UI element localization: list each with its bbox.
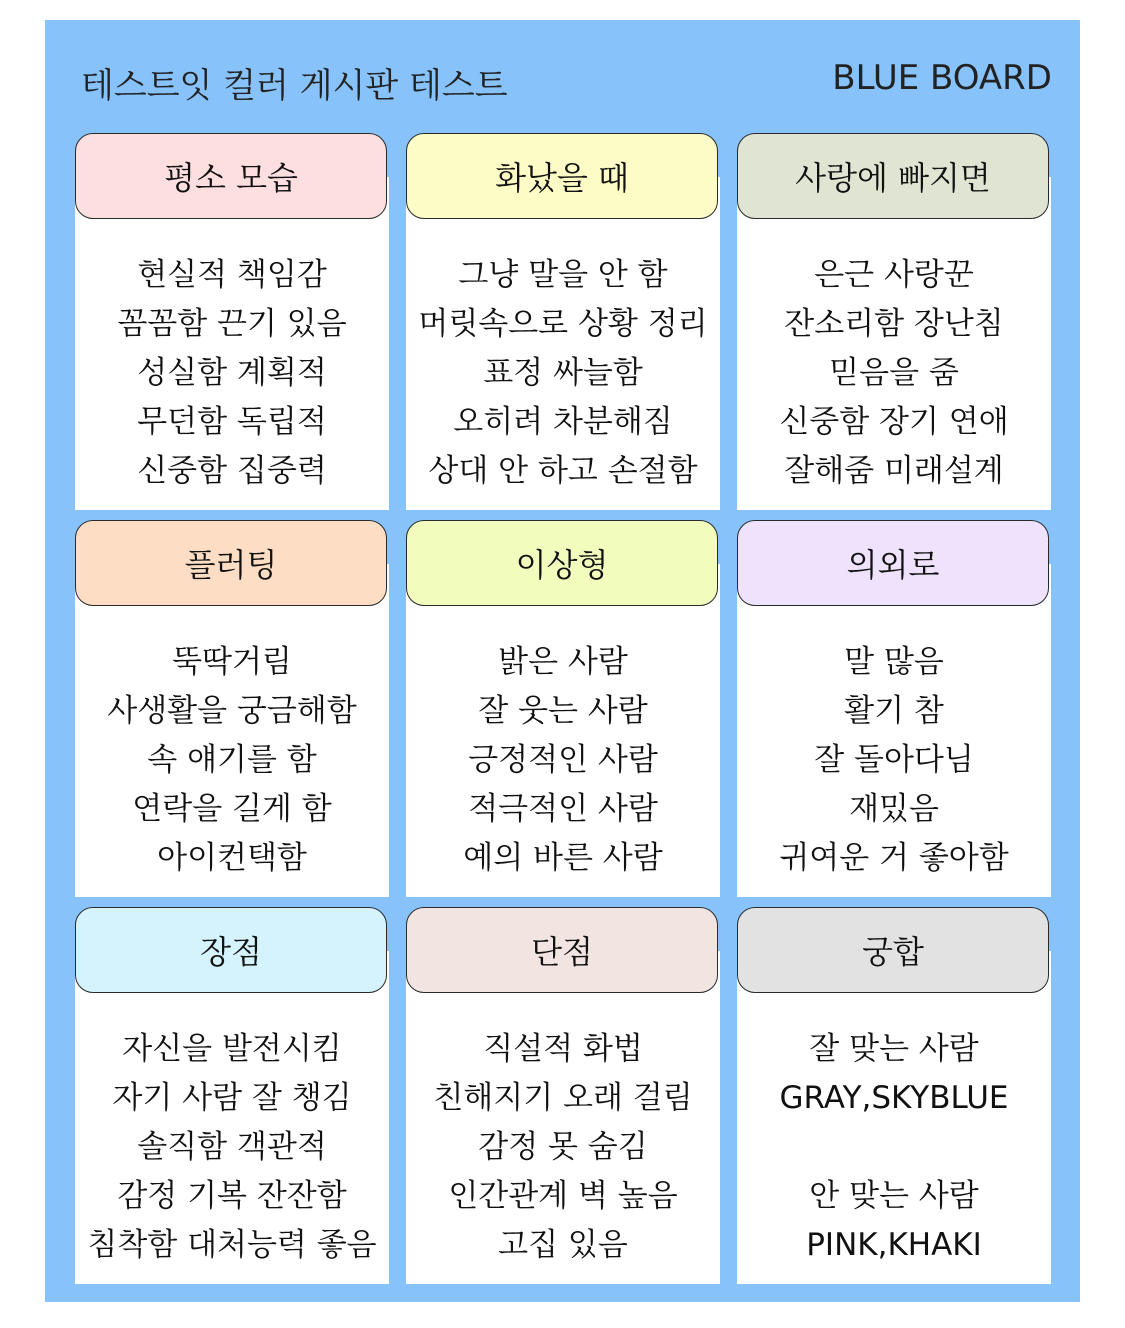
card-compatibility — [737, 907, 1051, 1284]
card-heading: 의외로 — [737, 520, 1049, 606]
card-line: 긍정적인 사람 — [468, 742, 658, 778]
card-line: 잘 돌아다님 — [814, 742, 974, 778]
card-line: 신중함 집중력 — [137, 453, 327, 489]
card-line: 연락을 길게 함 — [132, 791, 332, 827]
card-line: 말 많음 — [844, 644, 944, 680]
card-line: 적극적인 사람 — [468, 791, 658, 827]
card-line: 자기 사람 잘 챙김 — [112, 1080, 352, 1116]
card-line — [737, 1123, 1051, 1172]
card-in-love — [737, 133, 1051, 510]
card-line: 감정 못 숨김 — [478, 1129, 648, 1165]
card-line: 속 얘기를 함 — [147, 742, 317, 778]
card-line: 자신을 발전시킴 — [122, 1031, 342, 1067]
card-line: 은근 사랑꾼 — [814, 257, 974, 293]
card-lines — [406, 251, 720, 496]
card-usual — [75, 133, 389, 510]
card-strengths — [75, 907, 389, 1284]
card-line: 인간관계 벽 높음 — [448, 1178, 678, 1214]
card-line: PINK,KHAKI — [806, 1227, 982, 1263]
card-line: 현실적 책임감 — [137, 257, 327, 293]
board-background — [45, 20, 1080, 1302]
card-heading: 장점 — [75, 907, 387, 993]
card-line: 잘 웃는 사람 — [478, 693, 648, 729]
board-title: 테스트잇 컬러 게시판 테스트 — [81, 66, 508, 106]
card-line: 안 맞는 사람 — [809, 1178, 979, 1214]
card-line: 꼼꼼함 끈기 있음 — [117, 306, 347, 342]
card-line: 귀여운 거 좋아함 — [779, 840, 1009, 876]
card-line: 직설적 화법 — [483, 1031, 643, 1067]
card-grid — [75, 133, 1053, 1284]
card-heading: 단점 — [406, 907, 718, 993]
card-line: 머릿속으로 상황 정리 — [418, 306, 708, 342]
card-weaknesses — [406, 907, 720, 1284]
card-heading: 사랑에 빠지면 — [737, 133, 1049, 219]
card-lines — [75, 251, 389, 496]
card-line: GRAY,SKYBLUE — [779, 1080, 1009, 1116]
card-line: 잘 맞는 사람 — [809, 1031, 979, 1067]
card-line: 친해지기 오래 걸림 — [433, 1080, 693, 1116]
card-line: 밝은 사람 — [498, 644, 628, 680]
card-line: 활기 참 — [844, 693, 944, 729]
card-line: 성실함 계획적 — [137, 355, 327, 391]
card-line: 상대 안 하고 손절함 — [428, 453, 698, 489]
card-line: 표정 싸늘함 — [483, 355, 643, 391]
card-heading: 플러팅 — [75, 520, 387, 606]
card-line: 잔소리함 장난침 — [784, 306, 1004, 342]
card-line: 믿음을 줌 — [829, 355, 959, 391]
card-lines — [406, 1025, 720, 1270]
card-line: 오히려 차분해짐 — [453, 404, 673, 440]
card-lines — [737, 638, 1051, 883]
board-brand: BLUE BOARD — [832, 58, 1052, 98]
card-lines — [737, 251, 1051, 496]
card-line: 신중함 장기 연애 — [779, 404, 1009, 440]
card-line: 아이컨택함 — [157, 840, 307, 876]
card-line: 침착함 대처능력 좋음 — [87, 1227, 377, 1263]
card-heading: 이상형 — [406, 520, 718, 606]
card-flirting — [75, 520, 389, 897]
card-lines — [75, 638, 389, 883]
card-surprisingly — [737, 520, 1051, 897]
card-line: 재밌음 — [849, 791, 939, 827]
card-line: 그냥 말을 안 함 — [458, 257, 668, 293]
card-lines — [406, 638, 720, 883]
card-ideal-type — [406, 520, 720, 897]
card-line: 감정 기복 잔잔함 — [117, 1178, 347, 1214]
card-heading: 평소 모습 — [75, 133, 387, 219]
card-line: 예의 바른 사람 — [463, 840, 663, 876]
card-heading: 화났을 때 — [406, 133, 718, 219]
card-line: 고집 있음 — [498, 1227, 628, 1263]
card-line: 사생활을 궁금해함 — [107, 693, 357, 729]
card-angry — [406, 133, 720, 510]
card-line: 솔직함 객관적 — [137, 1129, 327, 1165]
card-lines — [75, 1025, 389, 1270]
card-heading: 궁합 — [737, 907, 1049, 993]
card-line: 잘해줌 미래설계 — [784, 453, 1004, 489]
card-lines — [737, 1025, 1051, 1270]
card-line: 뚝딱거림 — [172, 644, 292, 680]
card-line: 무던함 독립적 — [137, 404, 327, 440]
